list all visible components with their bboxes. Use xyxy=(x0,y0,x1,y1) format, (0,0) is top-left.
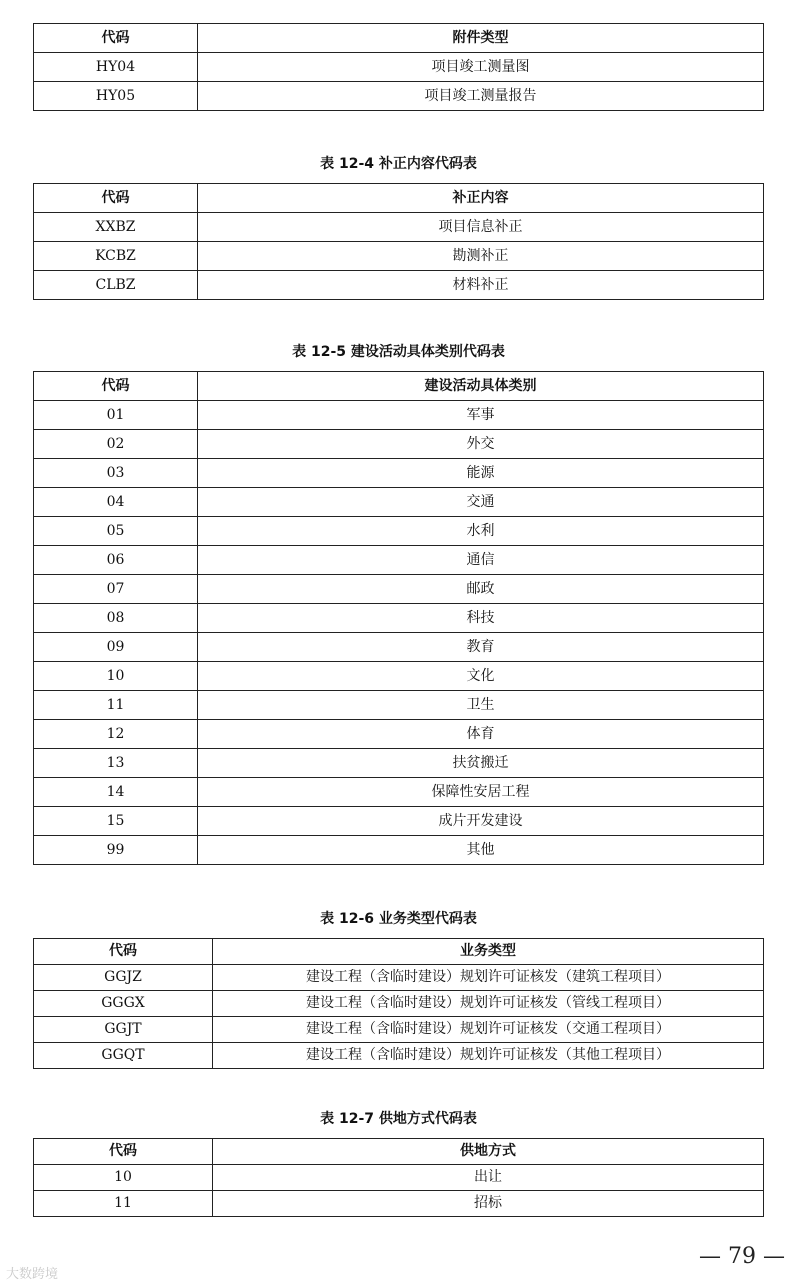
value-cell: 项目竣工测量图 xyxy=(198,53,764,82)
attachment-type-table xyxy=(33,23,764,111)
table-row xyxy=(34,991,764,1017)
table-row xyxy=(34,517,764,546)
table-12-4-caption: 表 12-4 补正内容代码表 xyxy=(320,156,477,172)
value-cell: 科技 xyxy=(198,604,764,633)
column-header-code: 代码 xyxy=(34,184,198,213)
table-row xyxy=(34,242,764,271)
code-cell: 01 xyxy=(34,401,198,430)
value-cell: 建设工程（含临时建设）规划许可证核发（交通工程项目） xyxy=(213,1017,764,1043)
code-cell: 99 xyxy=(34,836,198,865)
column-header-type: 供地方式 xyxy=(213,1139,764,1165)
table-row xyxy=(34,430,764,459)
code-cell: 03 xyxy=(34,459,198,488)
column-header-type: 补正内容 xyxy=(198,184,764,213)
value-cell: 建设工程（含临时建设）规划许可证核发（管线工程项目） xyxy=(213,991,764,1017)
table-row xyxy=(34,401,764,430)
value-cell: 外交 xyxy=(198,430,764,459)
code-cell: 14 xyxy=(34,778,198,807)
table-row xyxy=(34,633,764,662)
page-number: — 79 — xyxy=(699,1244,785,1269)
table-row xyxy=(34,1191,764,1217)
code-cell: 07 xyxy=(34,575,198,604)
table-row xyxy=(34,965,764,991)
column-header-type: 业务类型 xyxy=(213,939,764,965)
table-row xyxy=(34,1017,764,1043)
value-cell: 文化 xyxy=(198,662,764,691)
code-cell: CLBZ xyxy=(34,271,198,300)
table-row xyxy=(34,546,764,575)
value-cell: 教育 xyxy=(198,633,764,662)
code-cell: 05 xyxy=(34,517,198,546)
code-cell: GGJZ xyxy=(34,965,213,991)
value-cell: 保障性安居工程 xyxy=(198,778,764,807)
table-12-7-caption: 表 12-7 供地方式代码表 xyxy=(320,1111,477,1127)
value-cell: 交通 xyxy=(198,488,764,517)
value-cell: 建设工程（含临时建设）规划许可证核发（建筑工程项目） xyxy=(213,965,764,991)
table-row xyxy=(34,662,764,691)
code-cell: GGJT xyxy=(34,1017,213,1043)
code-cell: 10 xyxy=(34,662,198,691)
value-cell: 能源 xyxy=(198,459,764,488)
table-row xyxy=(34,1165,764,1191)
code-cell: GGGX xyxy=(34,991,213,1017)
code-cell: 12 xyxy=(34,720,198,749)
construction-category-table xyxy=(33,371,764,865)
table-row xyxy=(34,53,764,82)
value-cell: 招标 xyxy=(213,1191,764,1217)
column-header-type: 建设活动具体类别 xyxy=(198,372,764,401)
table-row xyxy=(34,807,764,836)
code-cell: HY04 xyxy=(34,53,198,82)
table-row xyxy=(34,575,764,604)
code-cell: 11 xyxy=(34,1191,213,1217)
value-cell: 项目竣工测量报告 xyxy=(198,82,764,111)
code-cell: 13 xyxy=(34,749,198,778)
value-cell: 材料补正 xyxy=(198,271,764,300)
table-header-row xyxy=(34,1139,764,1165)
value-cell: 成片开发建设 xyxy=(198,807,764,836)
code-cell: GGQT xyxy=(34,1043,213,1069)
table-row xyxy=(34,749,764,778)
code-cell: 08 xyxy=(34,604,198,633)
code-cell: HY05 xyxy=(34,82,198,111)
column-header-type: 附件类型 xyxy=(198,24,764,53)
value-cell: 出让 xyxy=(213,1165,764,1191)
code-cell: 02 xyxy=(34,430,198,459)
table-row xyxy=(34,213,764,242)
column-header-code: 代码 xyxy=(34,372,198,401)
code-cell: 10 xyxy=(34,1165,213,1191)
business-type-table xyxy=(33,938,764,1069)
table-row xyxy=(34,488,764,517)
column-header-code: 代码 xyxy=(34,939,213,965)
value-cell: 通信 xyxy=(198,546,764,575)
code-cell: 06 xyxy=(34,546,198,575)
code-cell: 09 xyxy=(34,633,198,662)
value-cell: 勘测补正 xyxy=(198,242,764,271)
table-header-row xyxy=(34,372,764,401)
code-cell: 15 xyxy=(34,807,198,836)
value-cell: 水利 xyxy=(198,517,764,546)
value-cell: 军事 xyxy=(198,401,764,430)
table-row xyxy=(34,720,764,749)
value-cell: 建设工程（含临时建设）规划许可证核发（其他工程项目） xyxy=(213,1043,764,1069)
table-12-6-caption: 表 12-6 业务类型代码表 xyxy=(320,911,477,927)
table-row xyxy=(34,459,764,488)
table-row xyxy=(34,82,764,111)
code-cell: 11 xyxy=(34,691,198,720)
value-cell: 项目信息补正 xyxy=(198,213,764,242)
table-header-row xyxy=(34,184,764,213)
table-row xyxy=(34,836,764,865)
table-12-5-caption: 表 12-5 建设活动具体类别代码表 xyxy=(292,344,505,360)
code-cell: 04 xyxy=(34,488,198,517)
table-row xyxy=(34,271,764,300)
correction-content-table xyxy=(33,183,764,300)
column-header-code: 代码 xyxy=(34,24,198,53)
value-cell: 扶贫搬迁 xyxy=(198,749,764,778)
land-supply-table xyxy=(33,1138,764,1217)
value-cell: 其他 xyxy=(198,836,764,865)
table-row xyxy=(34,778,764,807)
table-header-row xyxy=(34,939,764,965)
column-header-code: 代码 xyxy=(34,1139,213,1165)
value-cell: 邮政 xyxy=(198,575,764,604)
value-cell: 体育 xyxy=(198,720,764,749)
code-cell: XXBZ xyxy=(34,213,198,242)
table-row xyxy=(34,604,764,633)
watermark-text: 大数跨境 xyxy=(6,1267,59,1282)
code-cell: KCBZ xyxy=(34,242,198,271)
table-header-row xyxy=(34,24,764,53)
table-row xyxy=(34,691,764,720)
table-row xyxy=(34,1043,764,1069)
value-cell: 卫生 xyxy=(198,691,764,720)
